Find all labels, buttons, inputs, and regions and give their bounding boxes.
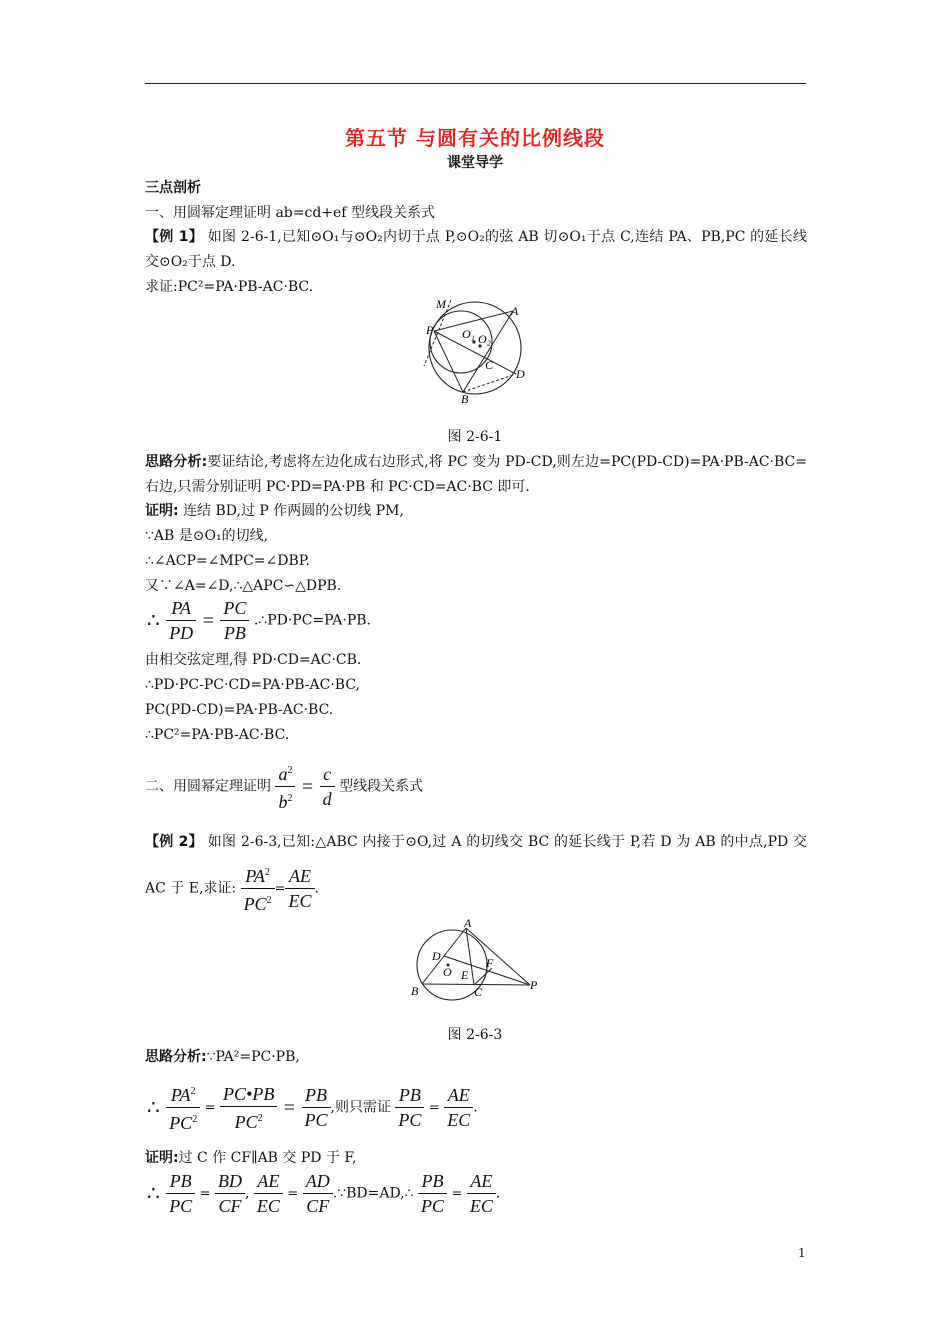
equals-sign: =	[274, 881, 286, 897]
analysis-label: 思路分析:	[145, 1049, 207, 1065]
denominator: $PC^2$	[234, 1111, 263, 1132]
denominator: PC	[398, 1110, 422, 1130]
proof-text: 连结 BD,过 P 作两圆的公切线 PM,	[183, 503, 404, 519]
fraction-pb-pc	[302, 1084, 331, 1131]
numerator: PB	[418, 1170, 447, 1194]
proof-mid-text: .∵BD=AD,∴	[332, 1185, 414, 1202]
label-d: D	[516, 367, 525, 381]
fraction-pc-pb	[220, 597, 249, 644]
proof-text: 过 C 作 CF∥AB 交 PD 于 F,	[178, 1150, 357, 1166]
segment-cf	[474, 968, 492, 985]
equals-sign: =	[202, 609, 214, 632]
example1-proof-line-4: 又∵∠A=∠D,∴△APC∽△DPB.	[145, 578, 342, 594]
numerator: AE	[285, 865, 314, 889]
numerator: $PA^2$	[241, 862, 275, 889]
numerator: PB	[395, 1084, 424, 1108]
label-o1: O₁	[462, 327, 475, 341]
fraction-ad-cf	[303, 1170, 333, 1217]
numerator: BD	[215, 1170, 245, 1194]
example1-proof-line-5: 由相交弦定理,得 PD·CD=AC·CB.	[145, 652, 362, 668]
figure-2-6-3-caption: 图 2-6-3	[447, 1027, 503, 1043]
comma: ,	[245, 1185, 250, 1202]
equals-sign: =	[199, 1186, 211, 1202]
numerator: $a^2$	[275, 760, 295, 787]
label-o2: O₂	[478, 332, 491, 346]
page-subtitle: 课堂导学	[447, 155, 503, 171]
fraction-a2-b2	[275, 760, 295, 813]
numerator: PC•PB	[220, 1083, 277, 1107]
example1-proof-line-8: ∴PC²=PA·PB-AC·BC.	[145, 727, 290, 743]
label-c: C	[474, 985, 483, 999]
figure-2-6-1-caption: 图 2-6-1	[447, 429, 503, 445]
example2-proof-line-1	[145, 1148, 356, 1168]
segment-bd	[463, 374, 516, 392]
fraction-ae-ec	[444, 1084, 473, 1131]
label-e: E	[461, 968, 469, 982]
part1-heading: 一、用圆幂定理证明 ab=cd+ef 型线段关系式	[145, 205, 435, 221]
label-d: D	[432, 949, 441, 963]
numerator: PB	[166, 1170, 195, 1194]
denominator: $PC^2$	[243, 894, 272, 914]
label-b: B	[411, 984, 419, 998]
denominator: PD	[169, 623, 194, 643]
example1-proof-line-3: ∴∠ACP=∠MPC=∠DBP.	[145, 553, 310, 569]
tangent-ap	[466, 928, 530, 985]
fraction-pb-pc	[395, 1084, 424, 1131]
example1-text: 如图 2-6-1,已知⊙O₁与⊙O₂内切于点 P,⊙O₂的弦 AB 切⊙O₁于点 C,连结 PA、PB,PC 的延长线交⊙O₂于点 D.	[145, 229, 807, 270]
therefore-symbol: ∴	[147, 1182, 160, 1205]
denominator: $b^2$	[278, 792, 293, 812]
fraction-line-tail: .∴PD·PC=PA·PB.	[253, 612, 372, 629]
denominator: d	[322, 789, 332, 809]
denominator: PC	[304, 1110, 328, 1130]
example1-proof-line-6: ∴PD·PC-PC·CD=PA·PB-AC·BC,	[145, 677, 360, 693]
page-number: 1	[798, 1246, 806, 1260]
denominator: PC	[169, 1196, 193, 1216]
example2-proof-fractions	[145, 1170, 500, 1217]
section-heading: 三点剖析	[145, 180, 201, 196]
label-o: O	[443, 965, 452, 979]
analysis-label: 思路分析:	[145, 454, 208, 470]
proof-label: 证明:	[145, 1150, 179, 1166]
denominator: EC	[469, 1196, 493, 1216]
part2-prefix: 二、用圆幂定理证明	[145, 778, 271, 795]
circle-o2	[429, 302, 521, 394]
label-a: A	[511, 304, 519, 318]
denominator: PB	[223, 623, 246, 643]
numerator: AE	[467, 1170, 496, 1194]
example1-statement	[145, 225, 807, 275]
denominator: CF	[306, 1196, 330, 1216]
period: .	[473, 1099, 478, 1116]
therefore-symbol: ∴	[147, 1096, 160, 1119]
fraction-ae-ec	[285, 865, 314, 912]
label-c: C	[485, 358, 494, 372]
example1-proof-line-7: PC(PD-CD)=PA·PB-AC·BC.	[145, 702, 334, 718]
fraction-ae-ec	[254, 1170, 283, 1217]
label-b: B	[461, 392, 469, 406]
proof-label: 证明:	[145, 503, 179, 519]
equals-sign: =	[287, 1186, 299, 1202]
analysis-text: 要证结论,考虑将左边化成右边形式,将 PC 变为 PD-CD,则左边=PC(PD-CD)=PA·PB-AC·BC=右边,只需分别证明 PC·PD=PA·PB 和 PC·CD=AC·BC 即可.	[145, 454, 807, 495]
example1-fraction-line	[145, 597, 371, 644]
label-p: P	[426, 323, 434, 337]
equals-sign: =	[451, 1186, 463, 1202]
period: .	[314, 880, 319, 897]
example2-statement	[145, 822, 807, 915]
numerator: AE	[444, 1084, 473, 1108]
fraction-ae-ec	[467, 1170, 496, 1217]
denominator: EC	[288, 891, 312, 911]
therefore-symbol: ∴	[147, 609, 160, 632]
denominator: CF	[218, 1196, 242, 1216]
header-rule	[145, 83, 806, 84]
segment-pb	[434, 331, 463, 392]
numerator: c	[320, 763, 335, 787]
label-m: M	[436, 297, 446, 311]
example2-text: 如图 2-6-3,已知:△ABC 内接于⊙O,过 A 的切线交 BC 的延长线于 P,若 D 为 AB 的中点,PD 交 AC 于 E,求证:	[145, 834, 807, 897]
fraction-c-d	[320, 763, 335, 810]
denominator: PC	[421, 1196, 445, 1216]
example1-analysis	[145, 450, 807, 500]
denominator: EC	[447, 1110, 471, 1130]
example1-proof-line-1	[145, 501, 404, 521]
label-a: A	[464, 918, 472, 930]
equals-sign: =	[428, 1100, 440, 1116]
part2-heading	[145, 760, 423, 813]
page-title: 第五节 与圆有关的比例线段	[345, 126, 605, 150]
segment-ab	[463, 311, 513, 392]
equals-sign: =	[301, 775, 314, 798]
fraction-bd-cf	[215, 1170, 245, 1217]
numerator: PA	[166, 597, 196, 621]
equals-sign: =	[204, 1100, 216, 1116]
example2-analysis	[145, 1047, 300, 1067]
fraction-pa2-pc2	[166, 1081, 200, 1134]
fraction-pb-pc	[418, 1170, 447, 1217]
fraction-pa-pd	[166, 597, 196, 644]
equals-sign: =	[283, 1096, 296, 1119]
denominator: EC	[256, 1196, 280, 1216]
analysis-text: ∵PA²=PC·PB,	[206, 1049, 300, 1065]
figure-2-6-1	[418, 296, 536, 408]
numerator: $PA^2$	[166, 1081, 200, 1108]
fraction-pa2-pc2	[241, 862, 275, 915]
numerator: AE	[254, 1170, 283, 1194]
fraction-pb-pc	[166, 1170, 195, 1217]
label-f: F	[486, 956, 494, 970]
numerator: PC	[220, 597, 249, 621]
numerator: PB	[302, 1084, 331, 1108]
example1-label: 【例 1】	[145, 229, 204, 245]
example1-prove: 求证:PC²=PA·PB-AC·BC.	[145, 279, 314, 295]
figure-2-6-3	[408, 918, 546, 1002]
label-p: P	[530, 978, 538, 992]
example2-label: 【例 2】	[145, 834, 203, 850]
fraction-pcpb-pc2	[220, 1083, 277, 1133]
analysis-mid-text: ,则只需证	[330, 1099, 391, 1116]
numerator: AD	[303, 1170, 333, 1194]
segment-pd	[434, 331, 516, 374]
part2-suffix: 型线段关系式	[339, 778, 424, 795]
example1-proof-line-2: ∵AB 是⊙O₁的切线,	[145, 528, 269, 544]
example2-analysis-fractions	[145, 1081, 478, 1134]
period: .	[495, 1185, 501, 1202]
denominator: $PC^2$	[169, 1113, 198, 1133]
